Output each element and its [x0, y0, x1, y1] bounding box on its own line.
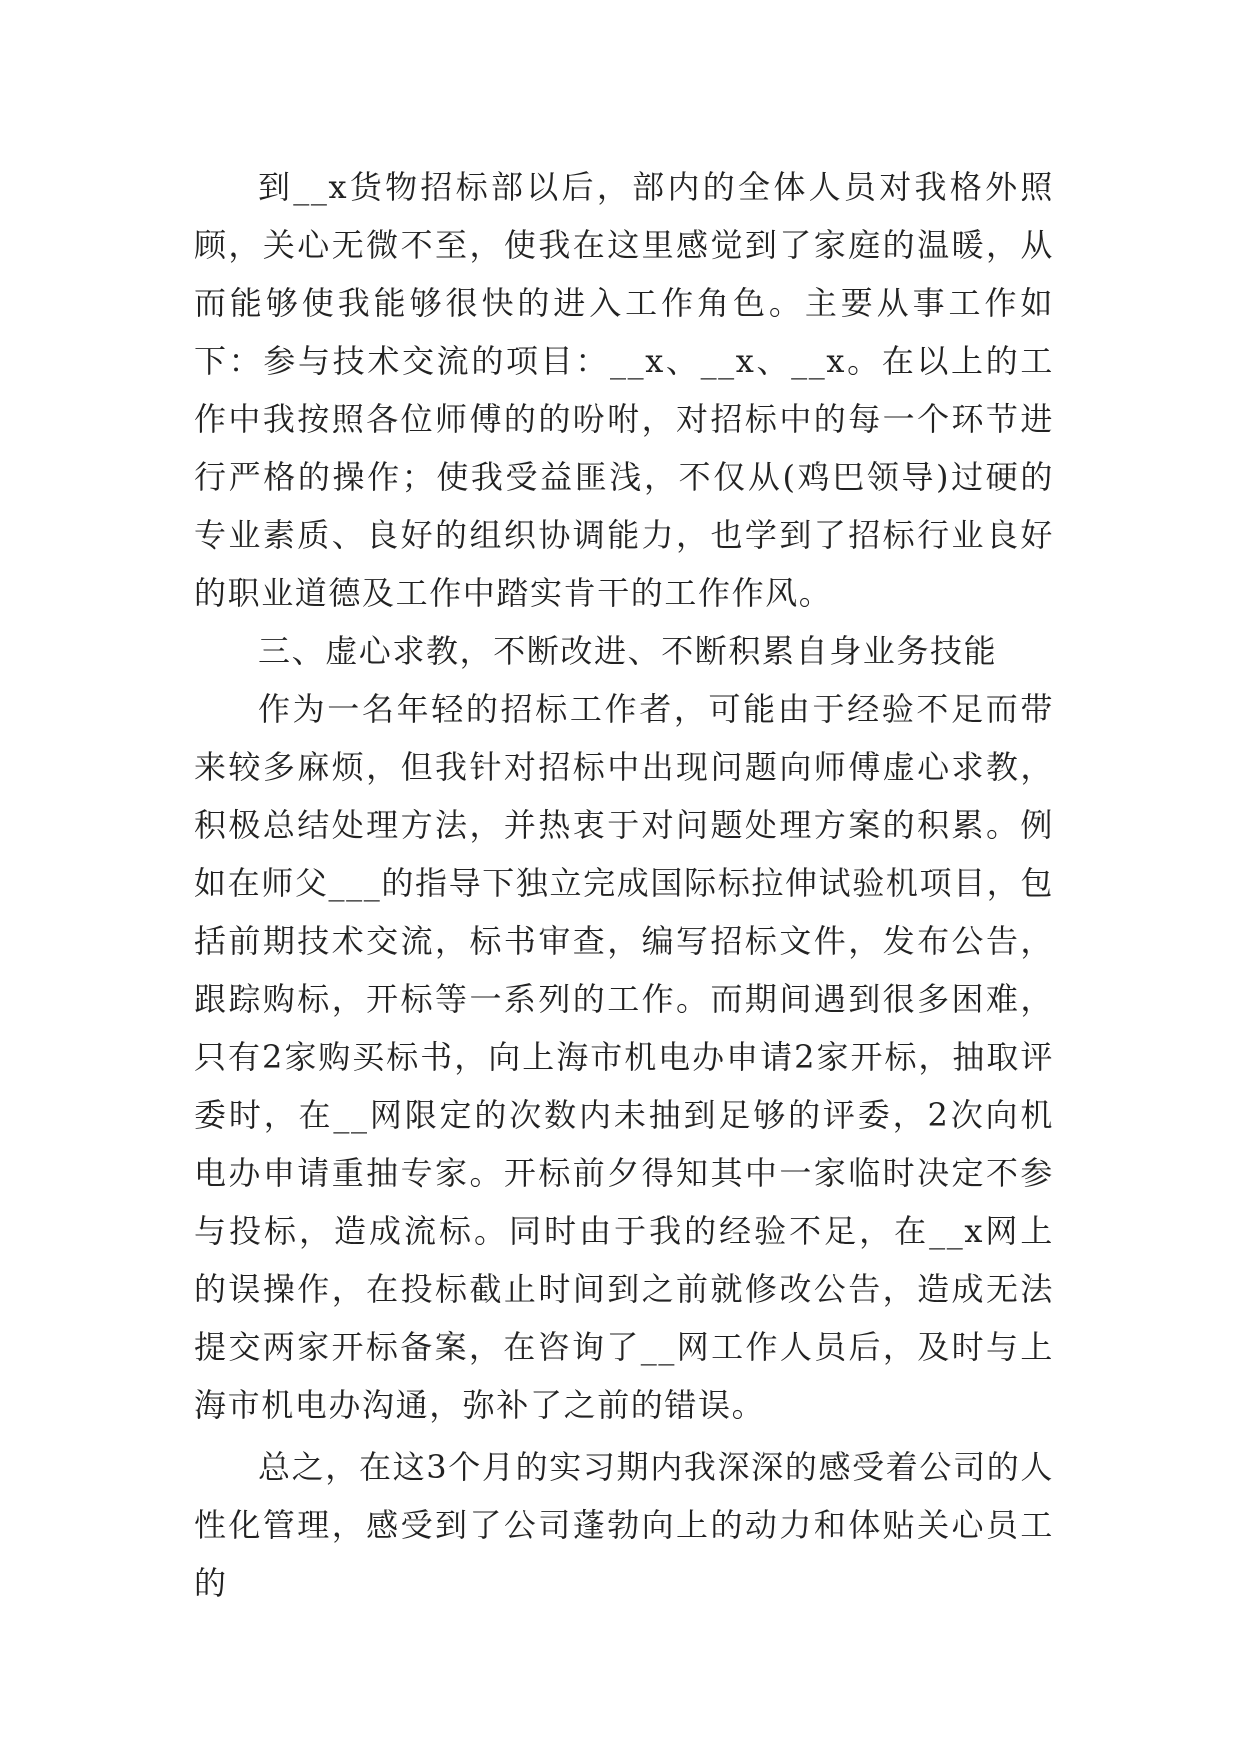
document-body — [194, 158, 1054, 1612]
paragraph-learning: 作为一名年轻的招标工作者，可能由于经验不足而带来较多麻烦，但我针对招标中出现问题向师傅虚心求教，积极总结处理方法，并热衷于对问题处理方案的积累。例如在师父___的指导下独立完成国际标拉伸试验机项目，包括前期技术交流，标书审查，编写招标文件，发布公告，跟踪购标，开标等一系列的工作。而期间遇到很多困难，只有2家购买标书，向上海市机电办申请2家开标，抽取评委时，在__网限定的次数内未抽到足够的评委，2次向机电办申请重抽专家。开标前夕得知其中一家临时决定不参与投标，造成流标。同时由于我的经验不足，在__x网上的误操作，在投标截止时间到之前就修改公告，造成无法提交两家开标备案，在咨询了__网工作人员后，及时与上海市机电办沟通，弥补了之前的错误。 — [194, 690, 1054, 1424]
section-heading-three: 三、虚心求教，不断改进、不断积累自身业务技能 — [258, 632, 998, 670]
paragraph-summary: 总之，在这3个月的实习期内我深深的感受着公司的人性化管理，感受到了公司蓬勃向上的动力和体贴关心员工的 — [194, 1448, 1054, 1602]
paragraph-work-content: 到__x货物招标部以后，部内的全体人员对我格外照顾，关心无微不至，使我在这里感觉到了家庭的温暖，从而能够使我能够很快的进入工作角色。主要从事工作如下：参与技术交流的项目：__x、__x、__x。在以上的工作中我按照各位师傅的的吩咐，对招标中的每一个环节进行严格的操作；使我受益匪浅，不仅从(鸡巴领导)过硬的专业素质、良好的组织协调能力，也学到了招标行业良好的职业道德及工作中踏实肯干的工作作风。 — [194, 168, 1054, 612]
